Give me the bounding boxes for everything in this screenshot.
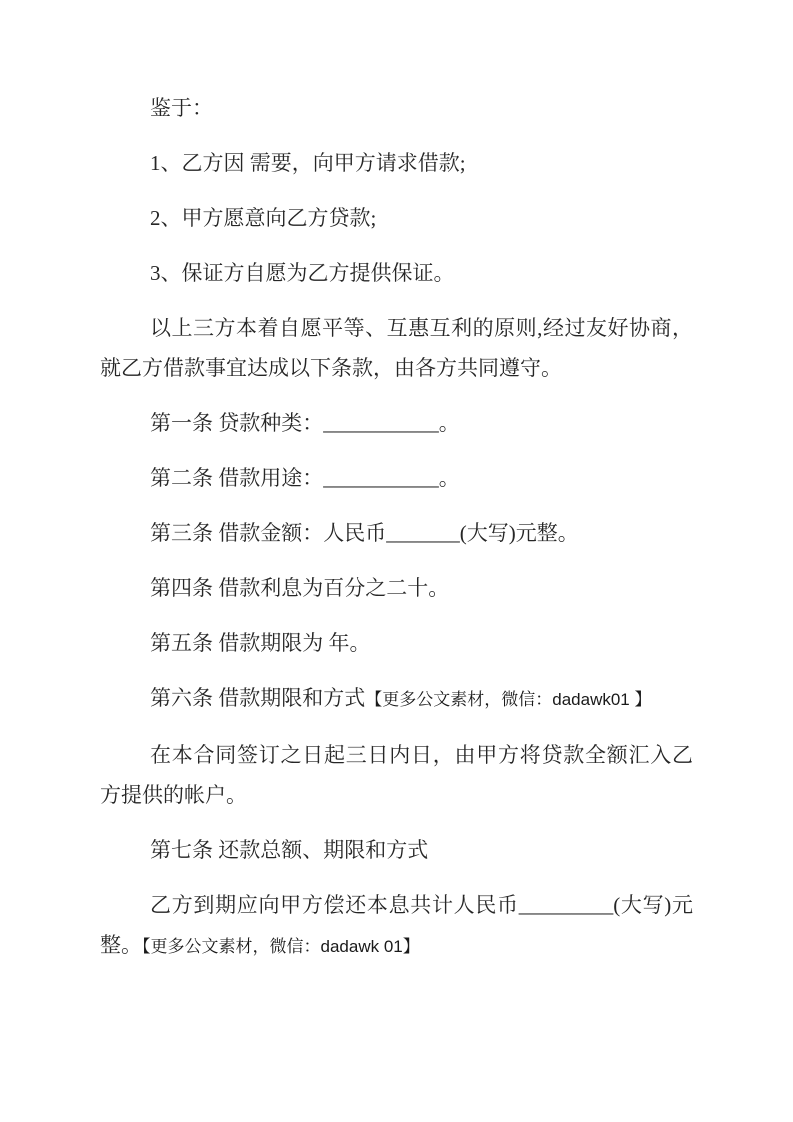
watermark-note-2: 【更多公文素材，微信：dadawk 01】 bbox=[142, 937, 420, 956]
clause-6-text: 第六条 借款期限和方式 bbox=[150, 686, 366, 710]
clause-3-text: 第三条 借款金额：人民币_______(大写)元整。 bbox=[150, 521, 579, 545]
recital-3-text: 3、保证方自愿为乙方提供保证。 bbox=[150, 261, 455, 285]
clause-6 bbox=[100, 678, 693, 720]
clause-5 bbox=[100, 623, 693, 663]
clause-7 bbox=[100, 830, 693, 870]
recital-1-text: 1、乙方因 需要，向甲方请求借款; bbox=[150, 151, 466, 175]
clause-5-text: 第五条 借款期限为 年。 bbox=[150, 631, 371, 655]
recital-2 bbox=[100, 198, 693, 238]
clause-6-detail-text: 在本合同签订之日起三日内日，由甲方将贷款全额汇入乙方提供的帐户。 bbox=[100, 743, 693, 807]
clause-2-text: 第二条 借款用途：___________。 bbox=[150, 466, 460, 490]
clause-1-text: 第一条 贷款种类：___________。 bbox=[150, 411, 460, 435]
recital-2-text: 2、甲方愿意向乙方贷款; bbox=[150, 206, 377, 230]
recital-1 bbox=[100, 143, 693, 183]
recital-agreement-text: 以上三方本着自愿平等、互惠互利的原则,经过友好协商，就乙方借款事宜达成以下条款，由各方共同遵守。 bbox=[100, 316, 693, 380]
clause-6-detail bbox=[100, 735, 693, 815]
clause-2 bbox=[100, 458, 693, 498]
recital-3 bbox=[100, 253, 693, 293]
clause-1 bbox=[100, 403, 693, 443]
clause-7-detail-text: 乙方到期应向甲方偿还本息共计人民币_________(大写)元整。 bbox=[100, 893, 693, 957]
clause-4 bbox=[100, 568, 693, 608]
watermark-note-1: 【更多公文素材，微信：dadawk01 】 bbox=[365, 690, 652, 709]
clause-7-detail bbox=[100, 885, 693, 967]
clause-7-text: 第七条 还款总额、期限和方式 bbox=[150, 838, 429, 862]
recital-agreement bbox=[100, 308, 693, 388]
preamble-heading-text: 鉴于： bbox=[150, 96, 213, 120]
clause-3 bbox=[100, 513, 693, 553]
clause-4-text: 第四条 借款利息为百分之二十。 bbox=[150, 576, 450, 600]
preamble-heading bbox=[100, 88, 693, 128]
